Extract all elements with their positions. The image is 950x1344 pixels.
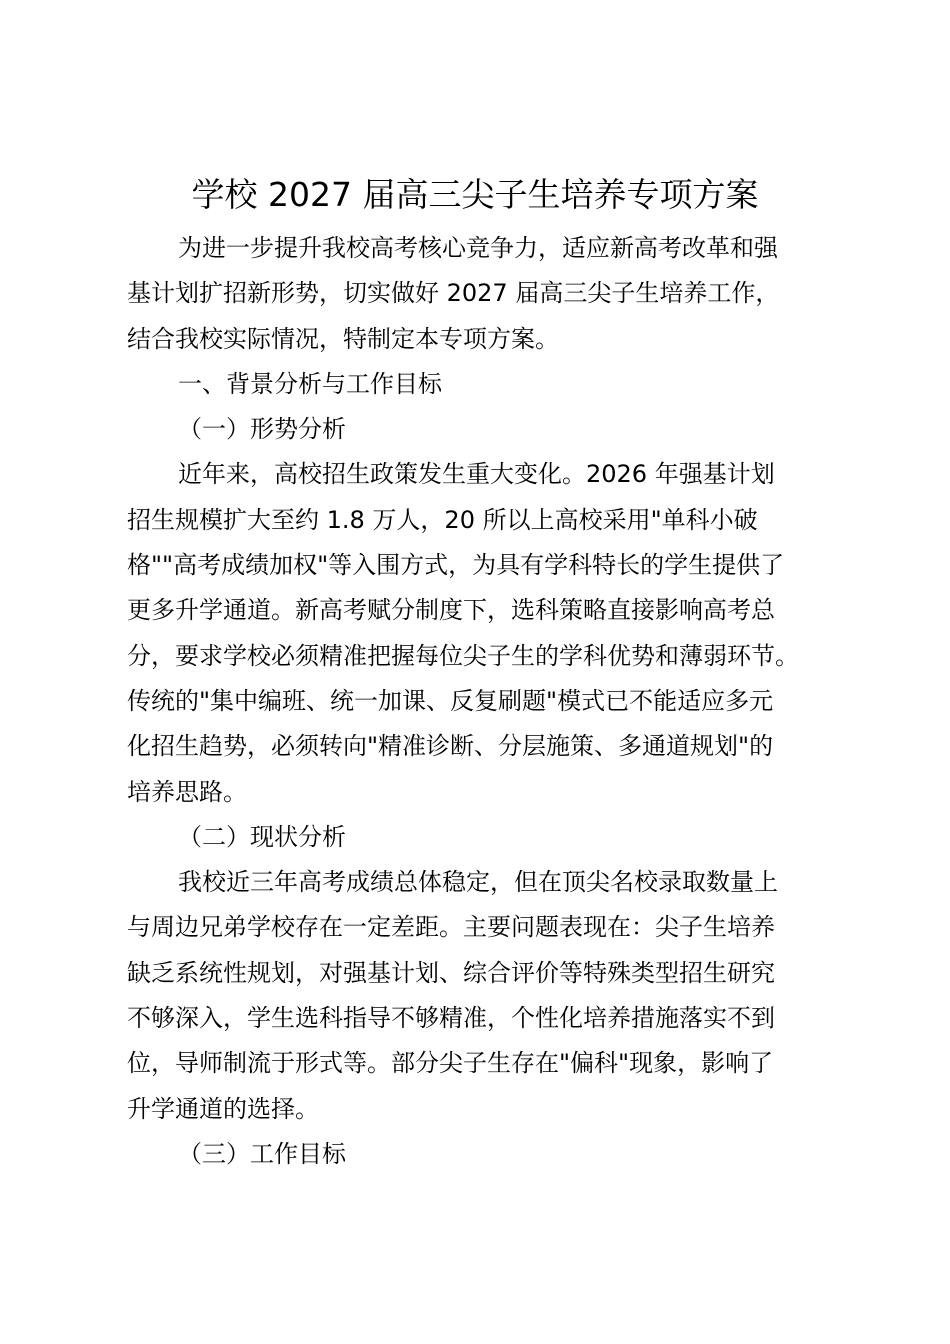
paragraph-line: 我校近三年高考成绩总体稳定，但在顶尖名校录取数量上 [178, 868, 778, 897]
section-heading: 一、背景分析与工作目标 [178, 369, 442, 398]
document-body [127, 226, 837, 1177]
paragraph-line: 不够深入，学生选科指导不够精准，个性化培养措施落实不到 [127, 1004, 775, 1033]
paragraph-line: 位，导师制流于形式等。部分尖子生存在"偏科"现象，影响了 [127, 1049, 774, 1078]
subsection-heading: （一）形势分析 [178, 415, 346, 444]
paragraph-line: 为进一步提升我校高考核心竞争力，适应新高考改革和强 [178, 234, 778, 262]
paragraph-line: 分，要求学校必须精准把握每位尖子生的学科优势和薄弱环节。 [127, 641, 799, 670]
paragraph-line: 化招生趋势，必须转向"精准诊断、分层施策、多通道规划"的 [127, 732, 774, 761]
paragraph-line: 传统的"集中编班、统一加课、反复刷题"模式已不能适应多元 [127, 686, 774, 715]
paragraph-line: 培养思路。 [127, 777, 247, 806]
paragraph-line: 格""高考成绩加权"等入围方式，为具有学科特长的学生提供了 [127, 551, 785, 580]
document-title: 学校 2027 届高三尖子生培养专项方案 [191, 175, 759, 214]
paragraph-line: 与周边兄弟学校存在一定差距。主要问题表现在：尖子生培养 [127, 913, 775, 942]
paragraph-line: 近年来，高校招生政策发生重大变化。2026 年强基计划 [178, 460, 775, 489]
paragraph-line: 升学通道的选择。 [127, 1094, 319, 1123]
paragraph-line: 更多升学通道。新高考赋分制度下，选科策略直接影响高考总 [127, 596, 775, 625]
subsection-heading: （二）现状分析 [178, 822, 346, 851]
paragraph-line: 缺乏系统性规划，对强基计划、综合评价等特殊类型招生研究 [127, 958, 775, 987]
paragraph-line: 招生规模扩大至约 1.8 万人，20 所以上高校采用"单科小破 [127, 505, 758, 534]
paragraph-line: 基计划扩招新形势，切实做好 2027 届高三尖子生培养工作， [127, 279, 780, 308]
paragraph-line: 结合我校实际情况，特制定本专项方案。 [127, 324, 559, 353]
subsection-heading: （三）工作目标 [178, 1139, 346, 1168]
